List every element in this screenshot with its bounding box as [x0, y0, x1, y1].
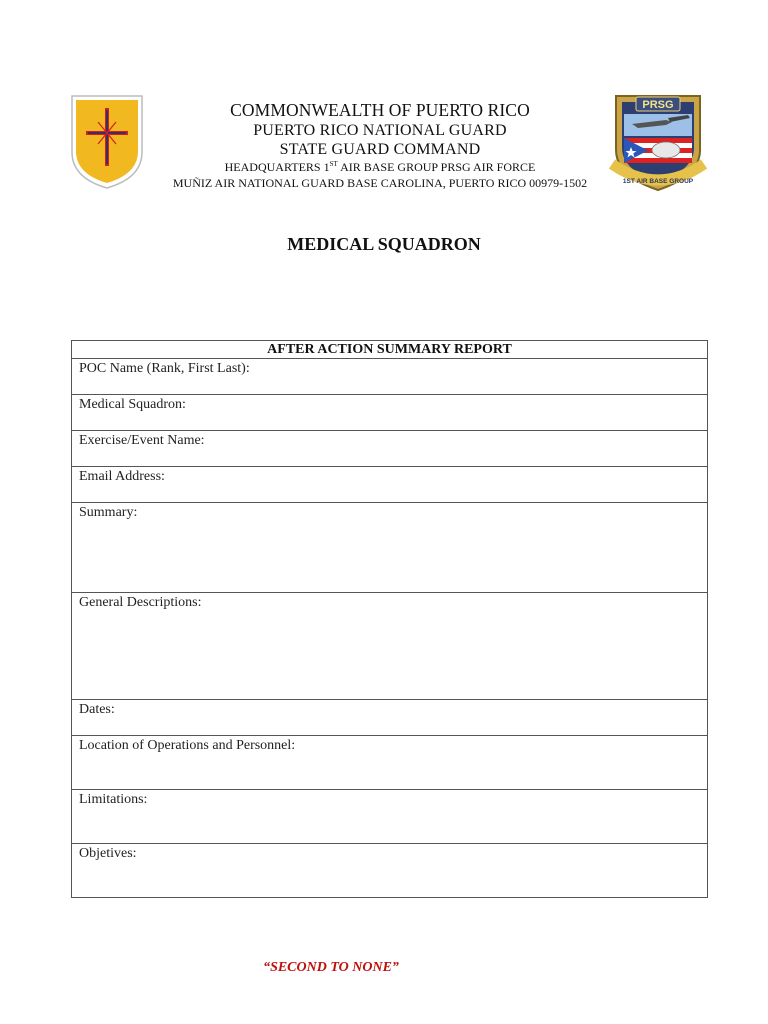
exercise-event-label: Exercise/Event Name: [79, 433, 205, 448]
poc-name-field[interactable] [72, 359, 708, 395]
form-row-general-descriptions [72, 593, 708, 700]
general-descriptions-label: General Descriptions: [79, 595, 202, 610]
general-descriptions-field[interactable] [72, 593, 708, 700]
report-title-row [72, 341, 708, 359]
after-action-report-form [71, 340, 708, 898]
exercise-event-field[interactable] [72, 431, 708, 467]
report-title: AFTER ACTION SUMMARY REPORT [72, 341, 708, 359]
header-line-state-guard: STATE GUARD COMMAND [279, 141, 481, 158]
header-line-address: MUÑIZ AIR NATIONAL GUARD BASE CAROLINA, PUERTO RICO 00979-1502 [172, 176, 588, 190]
emblem-prsg-text: PRSG [642, 99, 674, 111]
headquarters-text: HEADQUARTERS 1 [224, 160, 330, 174]
header-line-commonwealth: COMMONWEALTH OF PUERTO RICO [230, 100, 530, 120]
poc-name-label: POC Name (Rank, First Last): [79, 361, 250, 376]
dates-label: Dates: [79, 702, 115, 717]
emblem-bottom-text: 1ST AIR BASE GROUP [622, 178, 694, 185]
form-row-summary [72, 503, 708, 593]
form-row-objectives [72, 844, 708, 898]
summary-label: Summary: [79, 505, 138, 520]
letterhead [150, 100, 610, 191]
form-row-exercise-event [72, 431, 708, 467]
form-row-medical-squadron [72, 395, 708, 431]
medical-squadron-field[interactable] [72, 395, 708, 431]
form-row-limitations [72, 790, 708, 844]
motto: “SECOND TO NONE” [263, 960, 399, 975]
objectives-field[interactable] [72, 844, 708, 898]
email-address-field[interactable] [72, 467, 708, 503]
limitations-field[interactable] [72, 790, 708, 844]
header-line-headquarters [150, 160, 610, 175]
form-row-location [72, 736, 708, 790]
location-label: Location of Operations and Personnel: [79, 738, 296, 753]
shield-icon [70, 94, 144, 190]
location-field[interactable] [72, 736, 708, 790]
medical-squadron-label: Medical Squadron: [79, 397, 186, 412]
document-title: MEDICAL SQUADRON [287, 234, 481, 254]
ordinal-superscript: ST [329, 160, 338, 168]
shield-logo [70, 94, 144, 190]
form-row-poc-name [72, 359, 708, 395]
air-base-group-emblem-icon [608, 92, 708, 194]
email-address-label: Email Address: [79, 469, 165, 484]
headquarters-text-rest: AIR BASE GROUP PRSG AIR FORCE [337, 160, 536, 174]
form-row-dates [72, 700, 708, 736]
objectives-label: Objetives: [79, 846, 137, 861]
header-line-national-guard: PUERTO RICO NATIONAL GUARD [253, 122, 507, 139]
form-row-email [72, 467, 708, 503]
prsg-emblem-logo [608, 92, 708, 194]
limitations-label: Limitations: [79, 792, 148, 807]
dates-field[interactable] [72, 700, 708, 736]
summary-field[interactable] [72, 503, 708, 593]
